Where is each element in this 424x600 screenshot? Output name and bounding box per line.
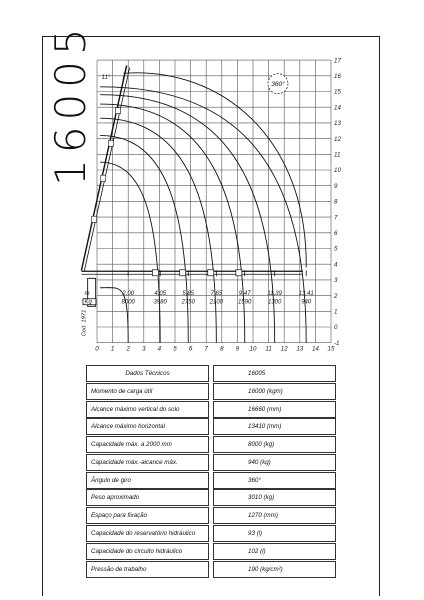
load-point-distance: 2,00 [122,290,135,297]
spec-label: Capacidade do reservatório hidráulico [86,525,209,542]
spec-value: 1270 (mm) [213,507,336,524]
boom-angle-label: 11° [101,74,111,81]
y-tick-label: -1 [334,339,340,347]
load-point-distance: 7,65 [210,290,223,297]
load-point-capacity: 2750 [181,299,195,306]
spec-value: 102 (l) [213,543,336,560]
y-tick-label: 2 [334,292,338,300]
y-tick-label: 0 [334,324,338,332]
x-tick-label: 11 [265,345,272,353]
spec-header-row [86,365,336,382]
load-point-distance: 5,85 [182,290,195,297]
y-tick-label: 4 [334,261,338,269]
spec-value: 13410 (mm) [213,418,336,435]
boom-section-joint [208,270,214,276]
spec-label: Peso aproximado [86,489,209,506]
load-point-capacity: 8000 [121,299,135,306]
x-tick-label: 5 [173,345,177,353]
load-point-capacity: 2100 [209,299,224,306]
spec-label: Capacidade máx.-alcance máx. [86,454,209,471]
spec-row [86,543,336,560]
chart-labels [81,57,341,352]
rotation-badge: 360° [271,80,285,88]
spec-row [86,525,336,542]
y-tick-label: 9 [334,182,338,190]
load-point-distance: 4,05 [154,290,167,297]
load-point-capacity: 1590 [238,299,252,306]
y-tick-label: 12 [334,135,341,143]
y-tick-label: 3 [334,277,338,285]
x-tick-label: 15 [327,345,335,353]
spec-row [86,401,336,418]
load-point-distance: 11,39 [267,290,282,297]
distance-unit-label: m [84,290,90,297]
spec-header-label: Dados Técnicos [86,365,209,382]
spec-row [86,454,336,471]
reach-arc [100,104,245,343]
spec-label: Pressão de trabalho [86,561,209,578]
load-point-capacity: 1300 [268,299,282,306]
load-point-capacity: 3980 [153,299,167,306]
spec-row [86,472,336,489]
y-tick-label: 1 [334,308,338,316]
x-tick-label: 13 [296,345,304,353]
y-tick-label: 5 [334,245,338,253]
spec-value: 8000 (kg) [213,436,336,453]
spec-header-value: 16005 [213,365,336,382]
spec-table [86,365,336,578]
load-point-capacity: 940 [301,299,312,306]
y-tick-label: 16 [334,73,341,80]
boom-raised-joint [92,216,97,222]
spec-value: 190 (kg/cm²) [213,561,336,578]
spec-label: Alcance máximo horizontal [86,418,209,435]
spec-row [86,561,336,578]
y-tick-label: 17 [334,57,341,65]
spec-row [86,507,336,524]
y-tick-label: 10 [334,167,341,175]
spec-label: Ângulo de giro [86,472,209,489]
load-point-distance: 13,41 [298,290,314,297]
spec-row [86,489,336,506]
model-number: 16005 [46,22,95,186]
side-code: Cod. 1971 [81,309,88,337]
boom-raised-joint [101,175,106,181]
load-unit-label: Kg [84,299,92,306]
spec-row [86,383,336,400]
x-tick-label: 0 [95,345,99,353]
spec-value: 16000 (kgm) [213,383,336,400]
spec-label: Capacidade máx. a 2000 mm [86,436,209,453]
boom-raised-joint [108,140,113,146]
spec-value: 93 (l) [213,525,336,542]
x-tick-label: 8 [220,345,224,353]
x-tick-label: 10 [249,345,257,353]
y-tick-label: 11 [334,151,341,159]
x-tick-label: 7 [204,345,208,353]
reach-arc [100,118,216,343]
x-tick-label: 9 [235,345,240,353]
y-tick-label: 15 [334,88,341,96]
y-tick-label: 8 [334,198,338,206]
y-tick-label: 7 [334,214,338,222]
y-tick-label: 6 [334,230,338,237]
x-tick-label: 3 [142,345,146,353]
spec-label: Espaço para fixação [86,507,209,524]
load-point-distance: 9,47 [238,290,251,297]
spec-label: Capacidade do circuito hidráulico [86,543,209,560]
x-tick-label: 1 [110,345,115,353]
spec-row [86,436,336,453]
boom-section-joint [180,270,186,276]
boom-section-joint [236,270,242,276]
x-tick-label: 14 [311,345,319,353]
x-tick-label: 4 [157,345,162,353]
reach-arc [100,162,160,343]
x-tick-label: 6 [188,345,193,353]
spec-label: Momento de carga útil [86,383,209,400]
boom-section-joint [152,270,158,276]
x-tick-label: 12 [280,345,288,353]
spec-value: 360° [213,472,336,489]
y-tick-label: 14 [334,104,341,112]
spec-row [86,418,336,435]
spec-value: 3010 (kg) [213,489,336,506]
spec-value: 940 (kg) [213,454,336,471]
x-tick-label: 2 [126,345,130,353]
boom-raised-joint [116,108,121,114]
boom-raised [81,65,126,270]
y-tick-label: 13 [334,120,341,128]
spec-label: Alcance máximo vertical do solo [86,401,209,418]
spec-value: 16660 (mm) [213,401,336,418]
